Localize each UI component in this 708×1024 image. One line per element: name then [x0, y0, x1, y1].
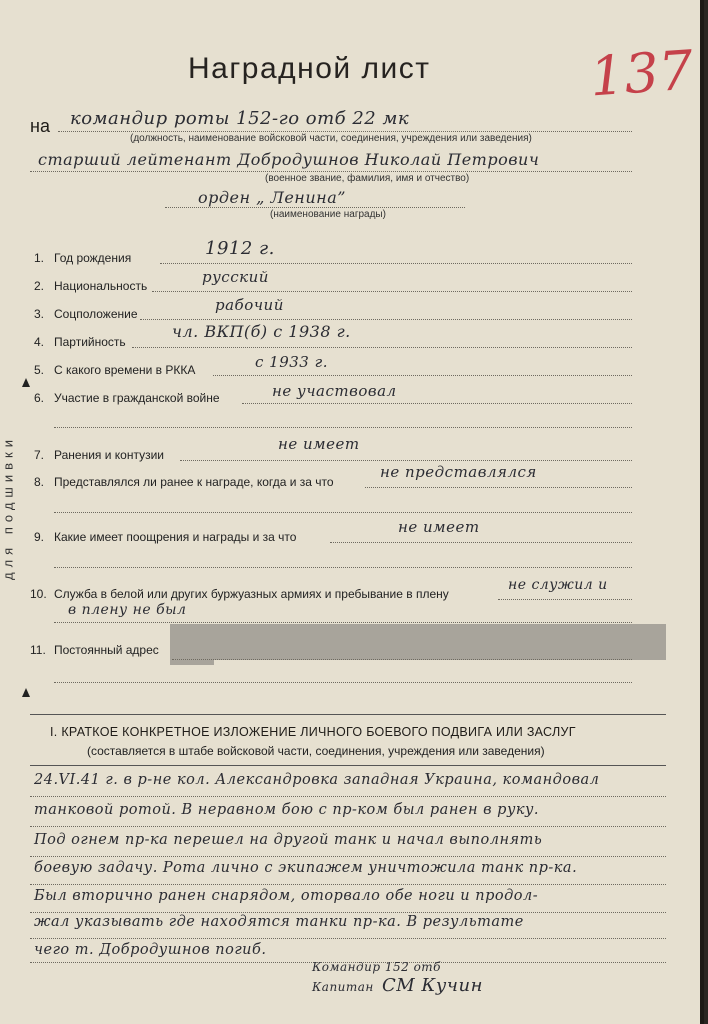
field-label: Партийность [54, 335, 126, 349]
field-value: не представлялся [380, 463, 537, 481]
field-label: Какие имеет поощрения и награды и за что [54, 530, 297, 544]
field-label: Представлялся ли ранее к награде, когда и за что [54, 475, 334, 489]
signature: СМ Кучин [382, 975, 483, 996]
field-value: не имеет [398, 518, 480, 536]
narrative-line: жал указывать где находятся танки пр-ка. В результате [34, 914, 524, 930]
signature-position: Командир 152 отб [312, 960, 441, 974]
field-number: 9. [34, 530, 45, 544]
field-value: с 1933 г. [255, 353, 328, 371]
field-value: рабочий [215, 296, 284, 314]
binding-mark-icon [22, 378, 30, 387]
award-value: орден „ Ленина” [198, 188, 346, 207]
narrative-line: Был вторично ранен снарядом, оторвало обе ноги и продол- [34, 888, 539, 904]
field-value: русский [202, 268, 269, 286]
recipient-prefix: на [30, 116, 50, 136]
binding-mark-icon [22, 688, 30, 697]
field-value: не служил и [508, 577, 608, 593]
field-label: С какого времени в РККА [54, 363, 196, 377]
field-label: Национальность [54, 279, 148, 293]
page-title: Наградной лист [188, 52, 431, 85]
archive-number: 137 [587, 38, 696, 109]
signature-rank: Капитан [312, 980, 374, 994]
award-caption: (наименование награды) [270, 209, 386, 220]
redacted-address [170, 624, 666, 660]
narrative-line: Под огнем пр-ка перешел на другой танк и начал выполнять [34, 832, 543, 848]
section-divider [30, 714, 666, 715]
name-caption: (военное звание, фамилия, имя и отчество) [265, 173, 470, 184]
field-value-continued: в плену не был [68, 602, 187, 618]
narrative-line: 24.VI.41 г. в р-не кол. Александровка западная Украина, командовал [34, 772, 600, 788]
field-number: 7. [34, 448, 45, 462]
field-value: 1912 г. [205, 238, 275, 259]
field-label: Участие в гражданской войне [54, 391, 220, 405]
narrative-line: чего т. Добродушнов погиб. [34, 942, 267, 958]
field-number: 1. [34, 251, 45, 265]
field-label: Служба в белой или других буржуазных армиях и пребывание в плену [54, 587, 449, 601]
field-number: 8. [34, 475, 45, 489]
field-number: 10. [30, 587, 47, 601]
page-edge-shadow [700, 0, 704, 1024]
section-subheading: (составляется в штабе войсковой части, соединения, учреждения или заведения) [87, 744, 545, 758]
section-heading: I. КРАТКОЕ КОНКРЕТНОЕ ИЗЛОЖЕНИЕ ЛИЧНОГО БОЕВОГО ПОДВИГА ИЛИ ЗАСЛУГ [50, 725, 576, 739]
field-number: 2. [34, 279, 45, 293]
field-number: 11. [30, 643, 46, 657]
redacted-address [170, 655, 214, 665]
narrative-line: боевую задачу. Рота лично с экипажем уничтожила танк пр-ка. [34, 860, 578, 876]
field-label: Соцположение [54, 307, 138, 321]
field-number: 4. [34, 335, 45, 349]
section-divider [30, 765, 666, 766]
field-label: Год рождения [54, 251, 132, 265]
unit-value: командир роты 152-го отб 22 мк [70, 108, 410, 129]
narrative-line: танковой ротой. В неравном бою с пр-ком был ранен в руку. [34, 802, 540, 818]
field-value: не имеет [278, 435, 360, 453]
field-value: не участвовал [272, 382, 397, 400]
unit-caption: (должность, наименование войсковой части, соединения, учреждения или заведения) [130, 133, 532, 144]
field-number: 6. [34, 391, 45, 405]
field-number: 3. [34, 307, 45, 321]
name-value: старший лейтенант Добродушнов Николай Петрович [38, 150, 540, 169]
field-label: Ранения и контузии [54, 448, 165, 462]
field-number: 5. [34, 363, 45, 377]
field-label: Постоянный адрес [54, 643, 159, 657]
field-value: чл. ВКП(б) с 1938 г. [172, 322, 351, 341]
binding-margin-label: для подшивки [0, 435, 16, 580]
